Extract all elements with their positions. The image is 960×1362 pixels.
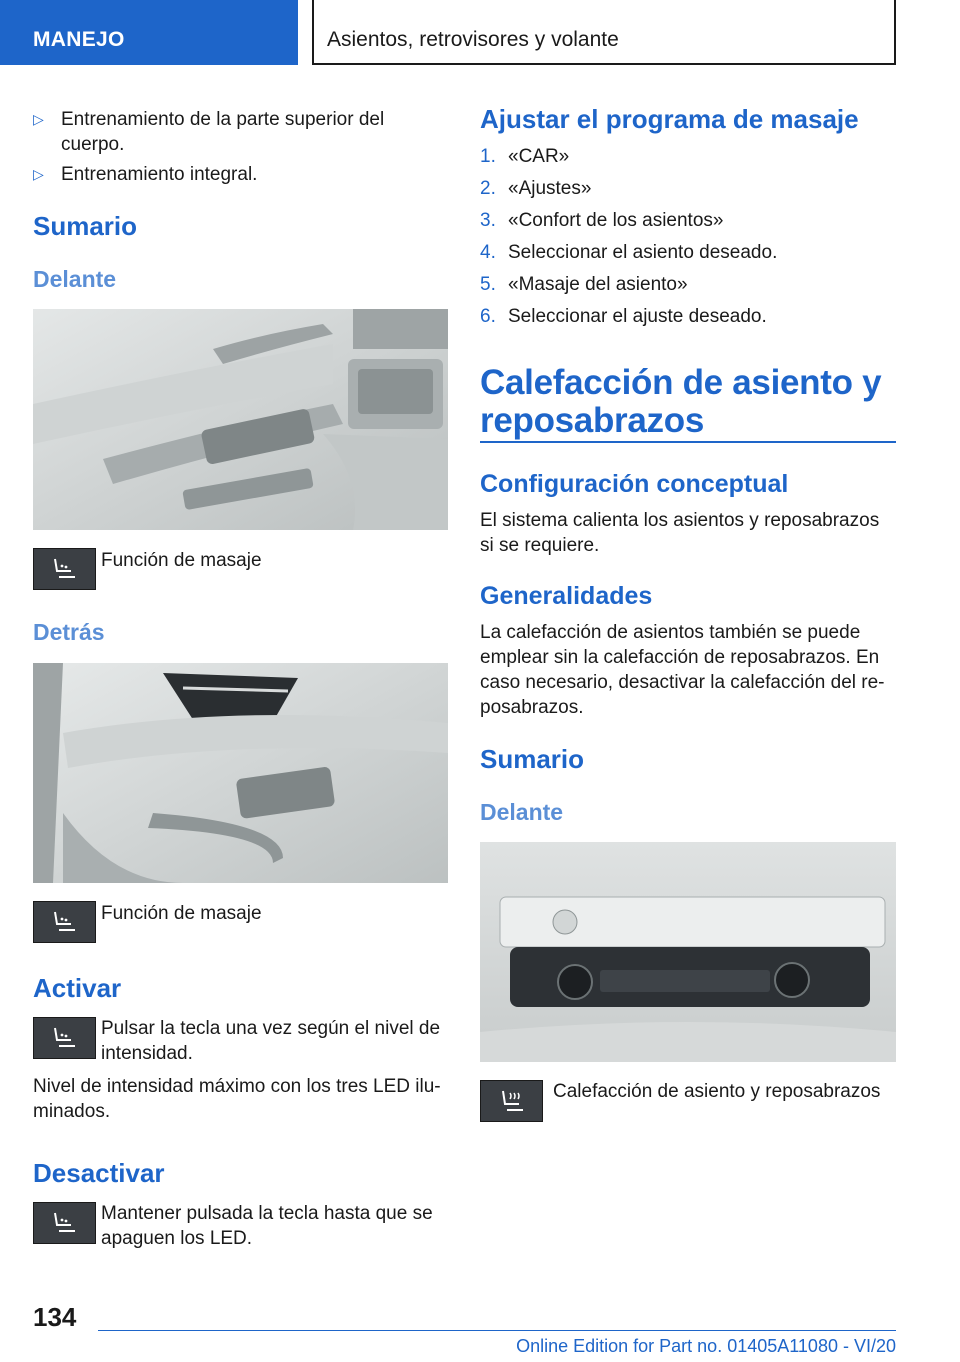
- config-conceptual-paragraph: El sistema calienta los asientos y reposabrazos si se requiere.: [480, 510, 880, 556]
- header-chapter-label: Asientos, retrovisores y volante: [327, 28, 619, 51]
- front-door-photo: [33, 309, 448, 530]
- detras-heading: Detrás: [33, 619, 105, 645]
- seat-heating-caption: Calefacción de asiento y reposabrazos: [553, 1081, 881, 1102]
- desactivar-instruction: Mantener pulsada la tecla hasta que se apaguen los LED.: [101, 1203, 433, 1249]
- massage-function-icon: [33, 901, 96, 943]
- bullet-triangle-icon: ▷: [33, 111, 44, 127]
- bullet-text: Entrenamiento integral.: [61, 164, 258, 185]
- front-massage-caption: Función de masaje: [101, 550, 262, 571]
- activar-instruction: Pulsar la tecla una vez según el nivel de intensidad.: [101, 1018, 441, 1064]
- page-number: 134: [33, 1302, 77, 1332]
- sumario-heading: Sumario: [33, 211, 138, 241]
- generalidades-heading: Generalidades: [480, 582, 653, 610]
- massage-button-icon: [33, 1202, 96, 1244]
- massage-button-icon: [33, 1017, 96, 1059]
- desactivar-heading: Desactivar: [33, 1158, 165, 1188]
- activar-heading: Activar: [33, 973, 122, 1003]
- sumario-heading-right: Sumario: [480, 744, 585, 774]
- bullet-text: Entrenamiento de la parte superior del cuerpo.: [61, 109, 385, 155]
- activar-paragraph: Nivel de intensidad máximo con los tres LED ilu‐minados.: [33, 1076, 441, 1122]
- footer-edition: Online Edition for Part no. 01405A11080 - VI/20: [516, 1336, 896, 1356]
- heading-rule: [480, 441, 896, 443]
- climate-panel-photo: [480, 842, 896, 1062]
- header-section-label: MANEJO: [33, 28, 125, 51]
- massage-function-icon: [33, 548, 96, 590]
- rear-massage-caption: Función de masaje: [101, 903, 262, 924]
- footer-rule: [98, 1330, 896, 1331]
- bullet-triangle-icon: ▷: [33, 166, 44, 182]
- delante-heading: Delante: [33, 266, 117, 292]
- masaje-program-heading: Ajustar el programa de masaje: [480, 104, 859, 134]
- calefaccion-heading: Calefacción de asiento y reposabrazos: [480, 363, 882, 440]
- delante-heading-right: Delante: [480, 799, 564, 825]
- config-conceptual-heading: Configuración conceptual: [480, 470, 789, 498]
- header-section-tab[interactable]: [0, 0, 298, 65]
- rear-door-photo: [33, 663, 448, 883]
- seat-heating-icon: [480, 1080, 543, 1122]
- generalidades-paragraph: La calefacción de asientos también se puede emplear sin la calefacción de reposabrazos. En caso necesario, desactivar la calefacción del re‐posabrazos.: [480, 622, 885, 718]
- header-chapter-tab[interactable]: [312, 0, 896, 65]
